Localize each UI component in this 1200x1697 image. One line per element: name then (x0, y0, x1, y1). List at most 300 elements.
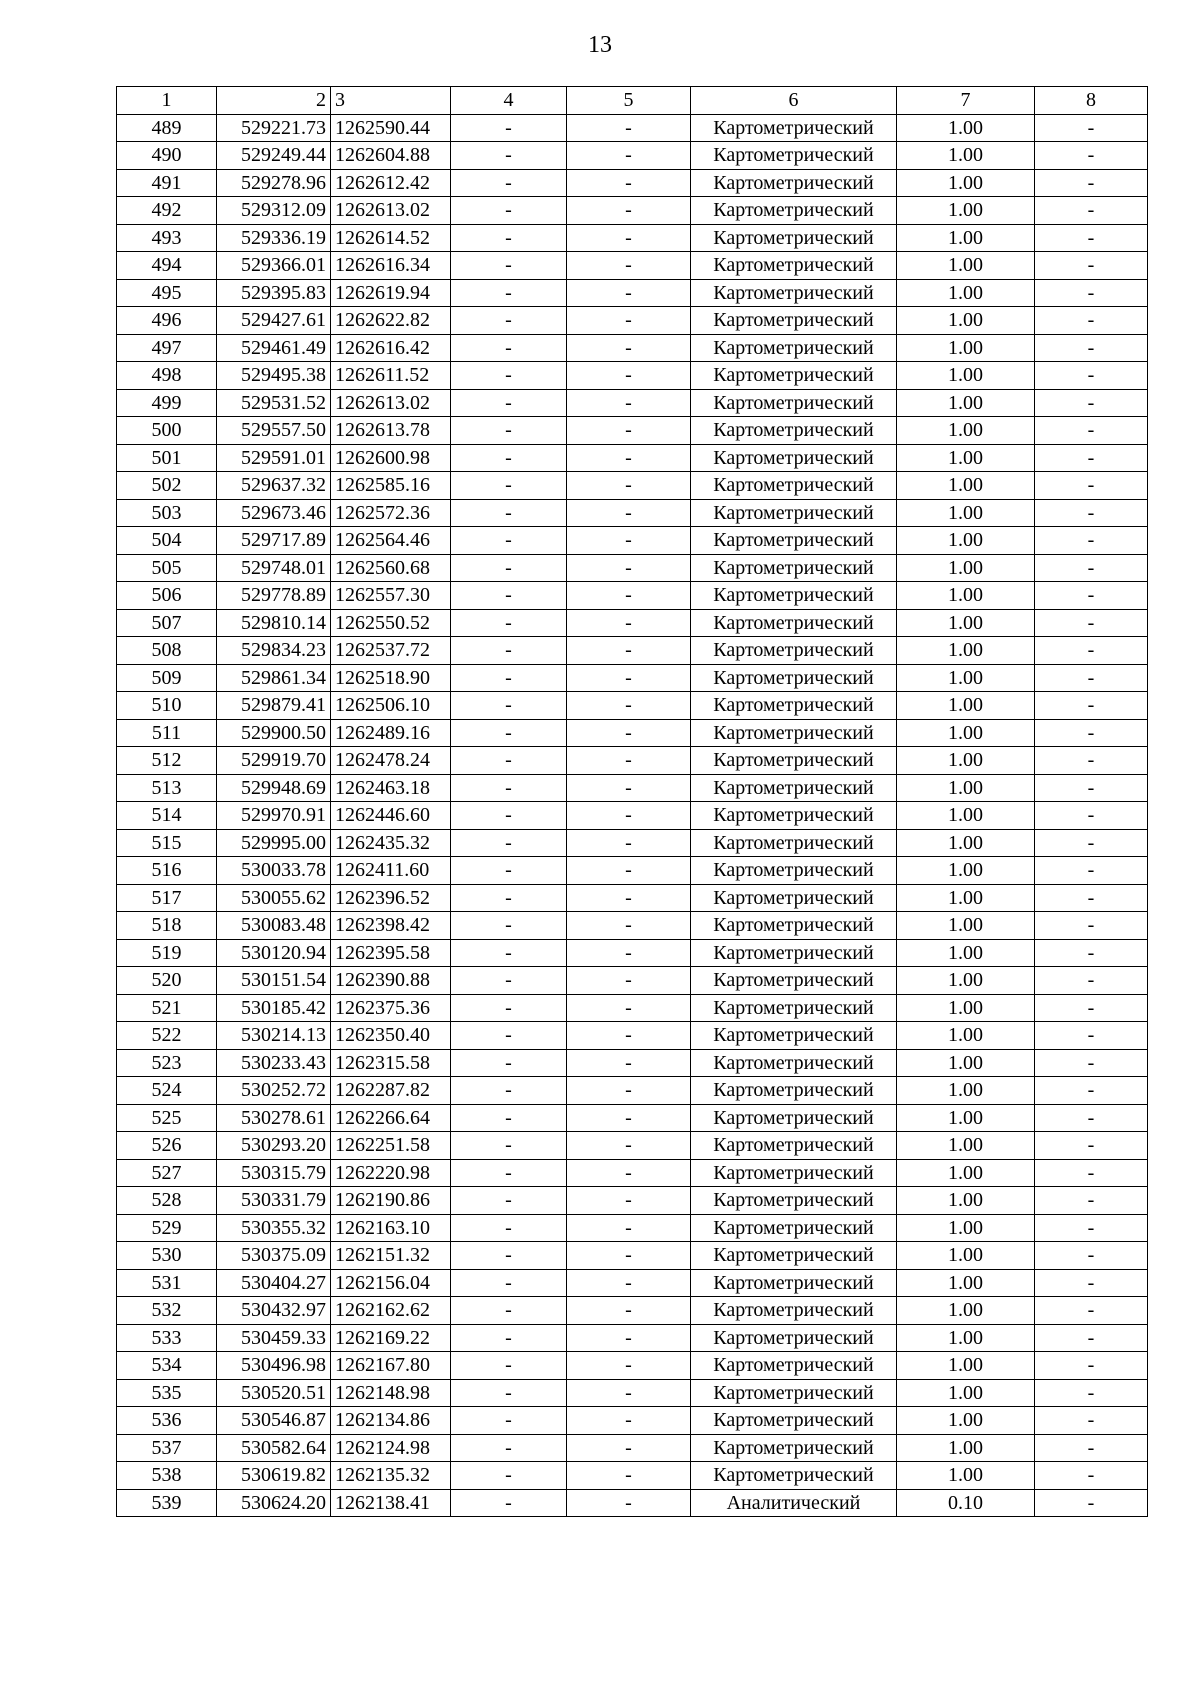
table-cell-col-7: 1.00 (897, 1269, 1035, 1297)
table-cell-col-5: - (567, 802, 691, 830)
table-cell-col-3: 1262611.52 (331, 362, 451, 390)
table-cell-col-7: 1.00 (897, 554, 1035, 582)
table-row (117, 664, 1148, 692)
table-cell-col-1: 533 (117, 1324, 217, 1352)
table-cell-col-6: Картометрический (691, 1214, 897, 1242)
table-cell-col-7: 1.00 (897, 1159, 1035, 1187)
table-cell-col-7: 1.00 (897, 664, 1035, 692)
table-cell-col-6: Картометрический (691, 1159, 897, 1187)
table-cell-col-4: - (451, 664, 567, 692)
table-cell-col-3: 1262585.16 (331, 472, 451, 500)
table-cell-col-5: - (567, 829, 691, 857)
table-cell-col-6: Картометрический (691, 1269, 897, 1297)
table-cell-col-6: Картометрический (691, 1407, 897, 1435)
table-cell-col-6: Картометрический (691, 252, 897, 280)
table-cell-col-6: Картометрический (691, 774, 897, 802)
table-cell-col-1: 538 (117, 1462, 217, 1490)
table-cell-col-3: 1262619.94 (331, 279, 451, 307)
table-cell-col-7: 1.00 (897, 692, 1035, 720)
table-cell-col-7: 1.00 (897, 1104, 1035, 1132)
table-cell-col-3: 1262315.58 (331, 1049, 451, 1077)
table-cell-col-4: - (451, 472, 567, 500)
table-cell-col-7: 1.00 (897, 142, 1035, 170)
table-cell-col-4: - (451, 252, 567, 280)
table-cell-col-8: - (1035, 1462, 1148, 1490)
table-cell-col-6: Картометрический (691, 114, 897, 142)
table-row (117, 1407, 1148, 1435)
table-cell-col-8: - (1035, 1242, 1148, 1270)
table-cell-col-7: 1.00 (897, 1132, 1035, 1160)
table-cell-col-5: - (567, 224, 691, 252)
table-cell-col-6: Картометрический (691, 719, 897, 747)
table-row (117, 1379, 1148, 1407)
table-cell-col-2: 529427.61 (217, 307, 331, 335)
table-cell-col-1: 496 (117, 307, 217, 335)
table-cell-col-7: 1.00 (897, 1352, 1035, 1380)
table-cell-col-6: Картометрический (691, 499, 897, 527)
table-row (117, 197, 1148, 225)
table-cell-col-7: 1.00 (897, 912, 1035, 940)
table-cell-col-7: 1.00 (897, 1462, 1035, 1490)
table-cell-col-5: - (567, 142, 691, 170)
table-cell-col-2: 530055.62 (217, 884, 331, 912)
table-cell-col-2: 530546.87 (217, 1407, 331, 1435)
table-row (117, 939, 1148, 967)
table-cell-col-7: 1.00 (897, 472, 1035, 500)
table-row (117, 719, 1148, 747)
table-cell-col-8: - (1035, 389, 1148, 417)
table-cell-col-3: 1262220.98 (331, 1159, 451, 1187)
table-cell-col-7: 1.00 (897, 1022, 1035, 1050)
table-cell-col-8: - (1035, 939, 1148, 967)
table-cell-col-4: - (451, 1214, 567, 1242)
table-row (117, 829, 1148, 857)
table-cell-col-1: 516 (117, 857, 217, 885)
table-row (117, 994, 1148, 1022)
table-cell-col-7: 1.00 (897, 417, 1035, 445)
table-cell-col-6: Картометрический (691, 307, 897, 335)
table-cell-col-1: 530 (117, 1242, 217, 1270)
table-cell-col-3: 1262135.32 (331, 1462, 451, 1490)
table-cell-col-5: - (567, 197, 691, 225)
table-cell-col-6: Картометрический (691, 1462, 897, 1490)
table-row (117, 1297, 1148, 1325)
table-cell-col-6: Картометрический (691, 939, 897, 967)
table-cell-col-8: - (1035, 994, 1148, 1022)
table-cell-col-1: 495 (117, 279, 217, 307)
table-cell-col-8: - (1035, 1407, 1148, 1435)
table-cell-col-6: Картометрический (691, 802, 897, 830)
table-cell-col-8: - (1035, 1297, 1148, 1325)
table-cell-col-6: Картометрический (691, 527, 897, 555)
table-row (117, 1434, 1148, 1462)
table-cell-col-2: 529919.70 (217, 747, 331, 775)
table-cell-col-4: - (451, 1352, 567, 1380)
table-row (117, 967, 1148, 995)
table-cell-col-3: 1262395.58 (331, 939, 451, 967)
table-cell-col-5: - (567, 1297, 691, 1325)
table-cell-col-4: - (451, 334, 567, 362)
table-cell-col-1: 537 (117, 1434, 217, 1462)
table-cell-col-2: 529336.19 (217, 224, 331, 252)
table-cell-col-5: - (567, 692, 691, 720)
table-cell-col-3: 1262390.88 (331, 967, 451, 995)
table-cell-col-7: 1.00 (897, 307, 1035, 335)
table-cell-col-2: 529900.50 (217, 719, 331, 747)
table-cell-col-7: 1.00 (897, 279, 1035, 307)
table-row (117, 857, 1148, 885)
column-header-1: 1 (117, 87, 217, 115)
table-cell-col-8: - (1035, 307, 1148, 335)
table-cell-col-6: Картометрический (691, 1022, 897, 1050)
table-cell-col-7: 1.00 (897, 499, 1035, 527)
table-cell-col-2: 530459.33 (217, 1324, 331, 1352)
table-cell-col-6: Картометрический (691, 1352, 897, 1380)
table-cell-col-1: 535 (117, 1379, 217, 1407)
table-cell-col-6: Картометрический (691, 1242, 897, 1270)
table-cell-col-1: 493 (117, 224, 217, 252)
table-cell-col-3: 1262613.78 (331, 417, 451, 445)
table-cell-col-6: Картометрический (691, 142, 897, 170)
table-cell-col-2: 529366.01 (217, 252, 331, 280)
table-cell-col-5: - (567, 1269, 691, 1297)
table-row (117, 417, 1148, 445)
coordinates-table (116, 86, 1148, 1517)
table-body (117, 114, 1148, 1517)
table-cell-col-7: 1.00 (897, 114, 1035, 142)
table-cell-col-7: 1.00 (897, 1242, 1035, 1270)
table-cell-col-1: 490 (117, 142, 217, 170)
table-cell-col-8: - (1035, 417, 1148, 445)
table-cell-col-5: - (567, 1379, 691, 1407)
table-cell-col-1: 523 (117, 1049, 217, 1077)
table-cell-col-8: - (1035, 692, 1148, 720)
table-cell-col-8: - (1035, 224, 1148, 252)
table-cell-col-3: 1262613.02 (331, 389, 451, 417)
table-cell-col-3: 1262600.98 (331, 444, 451, 472)
table-cell-col-6: Картометрический (691, 1104, 897, 1132)
table-cell-col-2: 529495.38 (217, 362, 331, 390)
table-cell-col-8: - (1035, 1022, 1148, 1050)
table-row (117, 1269, 1148, 1297)
table-cell-col-8: - (1035, 637, 1148, 665)
table-cell-col-5: - (567, 1407, 691, 1435)
table-cell-col-4: - (451, 554, 567, 582)
table-cell-col-5: - (567, 1242, 691, 1270)
table-cell-col-3: 1262396.52 (331, 884, 451, 912)
table-cell-col-3: 1262518.90 (331, 664, 451, 692)
table-cell-col-4: - (451, 774, 567, 802)
table-cell-col-3: 1262560.68 (331, 554, 451, 582)
table-cell-col-6: Картометрический (691, 1297, 897, 1325)
table-cell-col-1: 515 (117, 829, 217, 857)
table-cell-col-1: 518 (117, 912, 217, 940)
table-cell-col-1: 525 (117, 1104, 217, 1132)
table-cell-col-3: 1262537.72 (331, 637, 451, 665)
table-cell-col-3: 1262614.52 (331, 224, 451, 252)
table-cell-col-4: - (451, 994, 567, 1022)
table-cell-col-4: - (451, 114, 567, 142)
table-cell-col-5: - (567, 1132, 691, 1160)
table-cell-col-2: 529834.23 (217, 637, 331, 665)
table-cell-col-7: 1.00 (897, 967, 1035, 995)
table-cell-col-6: Картометрический (691, 1077, 897, 1105)
table-cell-col-1: 494 (117, 252, 217, 280)
table-cell-col-3: 1262251.58 (331, 1132, 451, 1160)
table-cell-col-6: Картометрический (691, 884, 897, 912)
table-cell-col-4: - (451, 142, 567, 170)
table-row (117, 499, 1148, 527)
table-cell-col-3: 1262435.32 (331, 829, 451, 857)
table-cell-col-7: 1.00 (897, 389, 1035, 417)
column-header-6: 6 (691, 87, 897, 115)
table-cell-col-5: - (567, 252, 691, 280)
table-cell-col-5: - (567, 1104, 691, 1132)
table-cell-col-1: 497 (117, 334, 217, 362)
table-cell-col-7: 1.00 (897, 637, 1035, 665)
table-cell-col-4: - (451, 857, 567, 885)
table-cell-col-8: - (1035, 1214, 1148, 1242)
table-cell-col-2: 530520.51 (217, 1379, 331, 1407)
table-cell-col-8: - (1035, 252, 1148, 280)
table-cell-col-6: Картометрический (691, 994, 897, 1022)
table-cell-col-4: - (451, 1297, 567, 1325)
table-row (117, 609, 1148, 637)
table-cell-col-7: 1.00 (897, 1049, 1035, 1077)
table-cell-col-5: - (567, 609, 691, 637)
table-cell-col-3: 1262489.16 (331, 719, 451, 747)
table-cell-col-7: 1.00 (897, 747, 1035, 775)
table-cell-col-8: - (1035, 1159, 1148, 1187)
table-cell-col-5: - (567, 719, 691, 747)
table-cell-col-3: 1262287.82 (331, 1077, 451, 1105)
table-cell-col-4: - (451, 169, 567, 197)
table-cell-col-3: 1262557.30 (331, 582, 451, 610)
table-cell-col-1: 508 (117, 637, 217, 665)
table-cell-col-8: - (1035, 1324, 1148, 1352)
table-cell-col-2: 529278.96 (217, 169, 331, 197)
table-cell-col-4: - (451, 939, 567, 967)
table-cell-col-5: - (567, 307, 691, 335)
table-cell-col-8: - (1035, 554, 1148, 582)
table-cell-col-2: 530083.48 (217, 912, 331, 940)
table-cell-col-4: - (451, 1379, 567, 1407)
table-cell-col-4: - (451, 802, 567, 830)
table-cell-col-2: 529461.49 (217, 334, 331, 362)
table-row (117, 637, 1148, 665)
table-cell-col-2: 529249.44 (217, 142, 331, 170)
table-cell-col-5: - (567, 774, 691, 802)
table-cell-col-7: 1.00 (897, 884, 1035, 912)
table-cell-col-6: Картометрический (691, 582, 897, 610)
table-row (117, 252, 1148, 280)
table-cell-col-2: 529395.83 (217, 279, 331, 307)
table-cell-col-1: 519 (117, 939, 217, 967)
table-cell-col-2: 530331.79 (217, 1187, 331, 1215)
table-cell-col-3: 1262350.40 (331, 1022, 451, 1050)
table-cell-col-1: 532 (117, 1297, 217, 1325)
table-cell-col-4: - (451, 417, 567, 445)
table-cell-col-7: 1.00 (897, 857, 1035, 885)
table-cell-col-4: - (451, 499, 567, 527)
table-cell-col-5: - (567, 472, 691, 500)
table-cell-col-6: Картометрический (691, 224, 897, 252)
table-cell-col-4: - (451, 1462, 567, 1490)
table-cell-col-6: Картометрический (691, 417, 897, 445)
column-header-7: 7 (897, 87, 1035, 115)
table-cell-col-4: - (451, 747, 567, 775)
table-cell-col-5: - (567, 884, 691, 912)
table-cell-col-5: - (567, 582, 691, 610)
table-row (117, 582, 1148, 610)
table-cell-col-6: Картометрический (691, 1379, 897, 1407)
table-cell-col-4: - (451, 1187, 567, 1215)
table-cell-col-6: Картометрический (691, 444, 897, 472)
table-cell-col-6: Картометрический (691, 1049, 897, 1077)
table-cell-col-8: - (1035, 1187, 1148, 1215)
table-cell-col-4: - (451, 224, 567, 252)
table-cell-col-6: Картометрический (691, 747, 897, 775)
table-row (117, 307, 1148, 335)
table-cell-col-1: 514 (117, 802, 217, 830)
table-cell-col-5: - (567, 499, 691, 527)
table-cell-col-8: - (1035, 1132, 1148, 1160)
column-header-5: 5 (567, 87, 691, 115)
table-row (117, 224, 1148, 252)
table-cell-col-6: Картометрический (691, 334, 897, 362)
table-cell-col-1: 501 (117, 444, 217, 472)
table-cell-col-3: 1262411.60 (331, 857, 451, 885)
table-cell-col-4: - (451, 609, 567, 637)
table-cell-col-5: - (567, 637, 691, 665)
table-cell-col-8: - (1035, 884, 1148, 912)
table-cell-col-5: - (567, 912, 691, 940)
table-row (117, 1462, 1148, 1490)
table-row (117, 444, 1148, 472)
table-cell-col-4: - (451, 527, 567, 555)
table-cell-col-5: - (567, 994, 691, 1022)
table-cell-col-7: 1.00 (897, 197, 1035, 225)
table-cell-col-7: 1.00 (897, 582, 1035, 610)
table-cell-col-5: - (567, 1022, 691, 1050)
table-cell-col-7: 1.00 (897, 334, 1035, 362)
table-cell-col-1: 517 (117, 884, 217, 912)
table-cell-col-2: 530496.98 (217, 1352, 331, 1380)
table-cell-col-1: 502 (117, 472, 217, 500)
table-cell-col-3: 1262138.41 (331, 1489, 451, 1517)
table-cell-col-8: - (1035, 1077, 1148, 1105)
table-cell-col-2: 529948.69 (217, 774, 331, 802)
table-row (117, 692, 1148, 720)
table-cell-col-4: - (451, 967, 567, 995)
table-cell-col-5: - (567, 444, 691, 472)
table-cell-col-5: - (567, 1352, 691, 1380)
table-cell-col-6: Картометрический (691, 664, 897, 692)
table-row (117, 747, 1148, 775)
table-cell-col-5: - (567, 967, 691, 995)
table-cell-col-8: - (1035, 142, 1148, 170)
table-cell-col-3: 1262162.62 (331, 1297, 451, 1325)
table-cell-col-1: 524 (117, 1077, 217, 1105)
table-cell-col-3: 1262398.42 (331, 912, 451, 940)
table-cell-col-2: 530033.78 (217, 857, 331, 885)
table-row (117, 1489, 1148, 1517)
table-cell-col-5: - (567, 664, 691, 692)
table-cell-col-1: 499 (117, 389, 217, 417)
column-header-2: 2 (217, 87, 331, 115)
table-row (117, 169, 1148, 197)
table-row (117, 912, 1148, 940)
column-header-4: 4 (451, 87, 567, 115)
table-cell-col-2: 529312.09 (217, 197, 331, 225)
table-cell-col-5: - (567, 362, 691, 390)
table-cell-col-7: 1.00 (897, 1434, 1035, 1462)
table-cell-col-6: Картометрический (691, 279, 897, 307)
table-cell-col-1: 505 (117, 554, 217, 582)
table-cell-col-5: - (567, 857, 691, 885)
table-row (117, 802, 1148, 830)
table-cell-col-2: 529879.41 (217, 692, 331, 720)
table-cell-col-5: - (567, 389, 691, 417)
table-cell-col-4: - (451, 719, 567, 747)
table-cell-col-7: 1.00 (897, 362, 1035, 390)
table-cell-col-8: - (1035, 1269, 1148, 1297)
table-cell-col-5: - (567, 1324, 691, 1352)
table-row (117, 1242, 1148, 1270)
table-cell-col-2: 530185.42 (217, 994, 331, 1022)
table-cell-col-8: - (1035, 472, 1148, 500)
table-row (117, 774, 1148, 802)
table-cell-col-2: 529748.01 (217, 554, 331, 582)
table-row (117, 884, 1148, 912)
table-cell-col-1: 527 (117, 1159, 217, 1187)
table-cell-col-2: 529531.52 (217, 389, 331, 417)
table-cell-col-1: 513 (117, 774, 217, 802)
table-cell-col-4: - (451, 912, 567, 940)
table-cell-col-7: 1.00 (897, 1324, 1035, 1352)
table-cell-col-3: 1262622.82 (331, 307, 451, 335)
table-cell-col-5: - (567, 554, 691, 582)
table-cell-col-2: 530315.79 (217, 1159, 331, 1187)
table-cell-col-6: Аналитический (691, 1489, 897, 1517)
table-cell-col-2: 530233.43 (217, 1049, 331, 1077)
table-cell-col-8: - (1035, 169, 1148, 197)
table-cell-col-3: 1262124.98 (331, 1434, 451, 1462)
table-cell-col-3: 1262163.10 (331, 1214, 451, 1242)
table-cell-col-4: - (451, 1242, 567, 1270)
table-header (117, 87, 1148, 115)
table-cell-col-4: - (451, 1269, 567, 1297)
table-cell-col-6: Картометрический (691, 1187, 897, 1215)
table-cell-col-3: 1262148.98 (331, 1379, 451, 1407)
table-cell-col-8: - (1035, 444, 1148, 472)
table-cell-col-7: 1.00 (897, 252, 1035, 280)
table-cell-col-7: 1.00 (897, 994, 1035, 1022)
table-row (117, 389, 1148, 417)
table-cell-col-5: - (567, 1187, 691, 1215)
table-cell-col-1: 534 (117, 1352, 217, 1380)
table-row (117, 1324, 1148, 1352)
table-cell-col-8: - (1035, 664, 1148, 692)
table-cell-col-7: 1.00 (897, 1187, 1035, 1215)
table-cell-col-8: - (1035, 747, 1148, 775)
table-cell-col-5: - (567, 1462, 691, 1490)
table-cell-col-6: Картометрический (691, 912, 897, 940)
table-cell-col-3: 1262190.86 (331, 1187, 451, 1215)
table-cell-col-4: - (451, 1434, 567, 1462)
table-cell-col-4: - (451, 1159, 567, 1187)
table-cell-col-1: 509 (117, 664, 217, 692)
